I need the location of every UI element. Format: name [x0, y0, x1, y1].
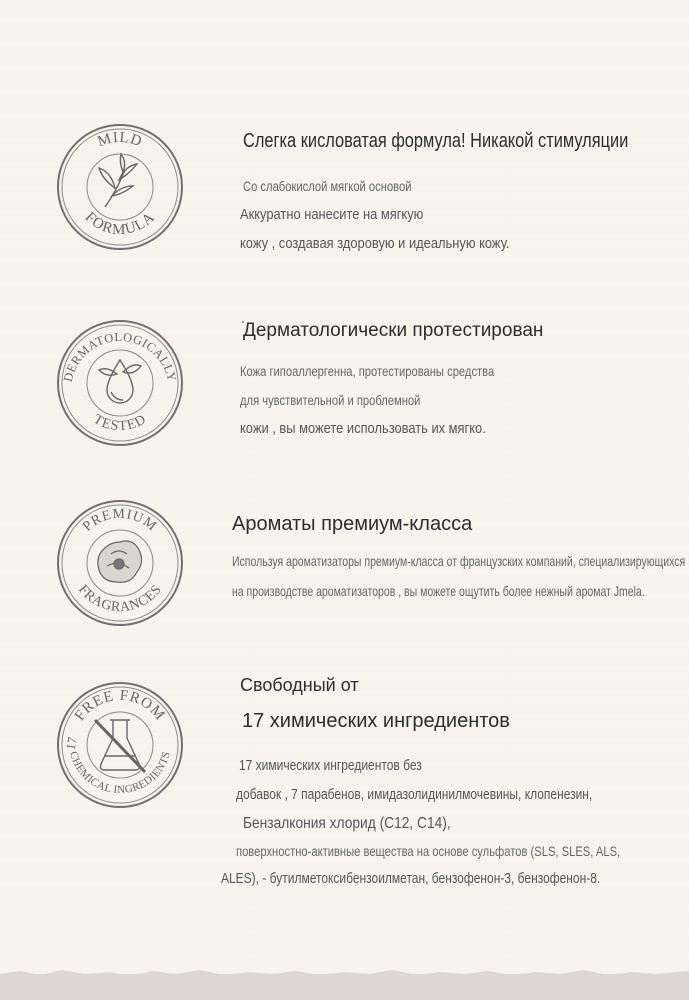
badge-left-text: 17	[62, 735, 80, 752]
body-line: добавок , 7 парабенов, имидазолидинилмочевины, клопенезин,	[236, 786, 593, 803]
section-title: Слегка кисловатая формула! Никакой стимуляции	[243, 130, 629, 152]
body-line: Бензалкония хлорид (C12, C14),	[243, 815, 451, 832]
crossed-flask-icon	[95, 720, 145, 772]
bullet-dot: .	[241, 310, 245, 326]
torn-paper-edge	[0, 974, 689, 1000]
dermatologically-tested-stamp	[55, 318, 185, 448]
badge-top-text: DERMATOLOGICALLY	[60, 329, 180, 384]
free-from-chemicals-stamp	[55, 680, 185, 810]
svg-text:FRAGRANCES	[75, 582, 165, 615]
badge-bottom-text: FORMULA	[81, 209, 159, 239]
section-title: Свободный от	[240, 675, 359, 695]
badge-top-text: MILD	[95, 129, 145, 151]
body-line: кожи , вы можете использовать их мягко.	[240, 420, 486, 437]
svg-text:PREMIUM	[80, 507, 159, 535]
section-subtitle: 17 химических ингредиентов	[242, 710, 510, 732]
badge-top-text: FREE FROM	[71, 687, 169, 724]
badge-bottom-text: FRAGRANCES	[75, 582, 165, 616]
tea-leaf-icon	[99, 154, 137, 207]
body-line: ALES), - бутилметоксибензоилметан, бензофенон-3, бензофенон-8.	[221, 870, 601, 887]
dropper-leaf-icon	[99, 360, 141, 403]
flower-icon	[98, 541, 142, 582]
section-title: Ароматы премиум-класса	[232, 513, 473, 535]
body-line: Используя ароматизаторы премиум-класса от французских компаний, специализирующихся	[232, 553, 686, 569]
body-line: поверхностно-активные вещества на основе сульфатов (SLS, SLES, ALS,	[236, 843, 621, 859]
mild-formula-stamp	[55, 122, 185, 252]
body-line: кожу , создавая здоровую и идеальную кожу.	[240, 235, 510, 252]
body-line: на производстве ароматизаторов , вы можете ощутить более нежный аромат Jmela.	[232, 583, 645, 599]
badge-top-text: PREMIUM	[80, 506, 160, 535]
body-line: Аккуратно нанесите на мягкую	[240, 206, 424, 223]
svg-text:MILD	[96, 130, 145, 151]
body-line: Со слабокислой мягкой основой	[243, 178, 412, 194]
section-title: Дерматологически протестирован	[243, 320, 544, 341]
svg-text:FORMULA	[82, 209, 159, 238]
svg-text:TESTED	[91, 412, 150, 434]
body-line: 17 химических ингредиентов без	[239, 757, 422, 774]
badge-bottom-text: TESTED	[90, 411, 150, 435]
body-line: для чувствительной и проблемной	[240, 392, 421, 408]
badge-bottom-text: CHEMICAL INGREDIENTS	[67, 750, 173, 797]
premium-fragrances-stamp	[55, 498, 185, 628]
body-line: Кожа гипоаллергенна, протестированы средства	[240, 363, 495, 379]
